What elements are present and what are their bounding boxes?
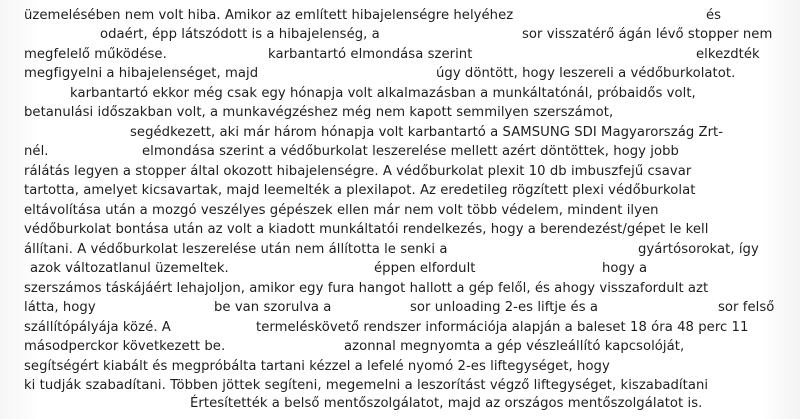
text-segment: megfigyelni a hibajelenséget, majd [24, 66, 259, 81]
text-segment: látta, hogy [24, 300, 96, 315]
text-segment: és [706, 8, 722, 23]
text-segment: ki tudják szabadítani. Többen jöttek segíteni, megemelni a leszorítást végző liftegységet, kiszabadítani [24, 378, 709, 393]
text-segment: üzemelésében nem volt hiba. Amikor az említett hibajelenségre helyéhez [24, 8, 514, 23]
text-segment: segítségért kiabált és megpróbálta tartani kézzel a lefelé nyomó 2-es liftegységet, hogy [24, 359, 610, 374]
text-segment: sor unloading 2-es liftje és a [410, 300, 598, 315]
text-segment: elmondása szerint a védőburkolat leszerelése mellett azért döntöttek, hogy jobb [142, 144, 679, 159]
text-segment: termeléskövető rendszer információja alapján a baleset 18 óra 48 perc 11 [256, 320, 749, 335]
text-segment: azonnal megnyomta a gép vészleállító kapcsolóját, [344, 339, 685, 354]
text-segment: tartotta, amelyet kicsavartak, majd leemelték a plexilapot. Az eredetileg rögzített plexi védőburkolat [24, 183, 696, 198]
text-segment: nél. [24, 144, 49, 159]
text-segment: másodperckor következett be. [24, 339, 226, 354]
text-segment: odaért, épp látszódott is a hibajelenség, a [100, 27, 380, 42]
text-segment: be van szorulva a [214, 300, 332, 315]
text-segment: éppen elfordult [374, 261, 476, 276]
text-segment: sor visszatérő ágán lévő stopper nem [522, 27, 773, 42]
text-segment: gyártósorokat, így [638, 242, 759, 257]
text-segment: karbantartó elmondása szerint [268, 47, 473, 62]
text-segment: segédkezett, aki már három hónapja volt karbantartó a SAMSUNG SDI Magyarország Zrt- [130, 125, 724, 140]
text-segment: szerszámos táskájáért lehajoljon, amikor egy fura hangot hallott a gép felől, és ahogy visszafordult azt [24, 281, 709, 296]
text-segment: úgy döntött, hogy leszereli a védőburkolatot. [436, 66, 736, 81]
text-segment: hogy a [602, 261, 648, 276]
text-segment: szállítópályája közé. A [24, 320, 171, 335]
text-segment: eltávolítása után a mozgó veszélyes gépészek ellen már nem volt több védelem, mindent ilyen [24, 203, 659, 218]
text-segment: karbantartó ekkor még csak egy hónapja volt alkalmazásban a munkáltatónál, próbaidős volt, [70, 86, 696, 101]
text-segment: állítani. A védőburkolat leszerelése után nem állította le senki a [24, 242, 448, 257]
text-segment: betanulási időszakban volt, a munkavégzéshez még nem kapott semmilyen szerszámot, [24, 105, 614, 120]
text-segment: azok változatlanul üzemeltek. [30, 261, 229, 276]
text-segment: védőburkolat bontása után az volt a kiadott munkáltatói rendelkezés, hogy a berendezést/gépet le kell [24, 222, 709, 237]
text-segment: Értesítették a belső mentőszolgálatot, majd az országos mentőszolgálatot is. [190, 396, 703, 411]
text-segment: megfelelő működése. [24, 47, 167, 62]
text-segment: elkezdték [696, 47, 760, 62]
text-segment: rálátás legyen a stopper által okozott hibajelenségre. A védőburkolat plexit 10 db imbuszfejű csavar [24, 164, 692, 179]
text-segment: sor felső [718, 300, 775, 315]
